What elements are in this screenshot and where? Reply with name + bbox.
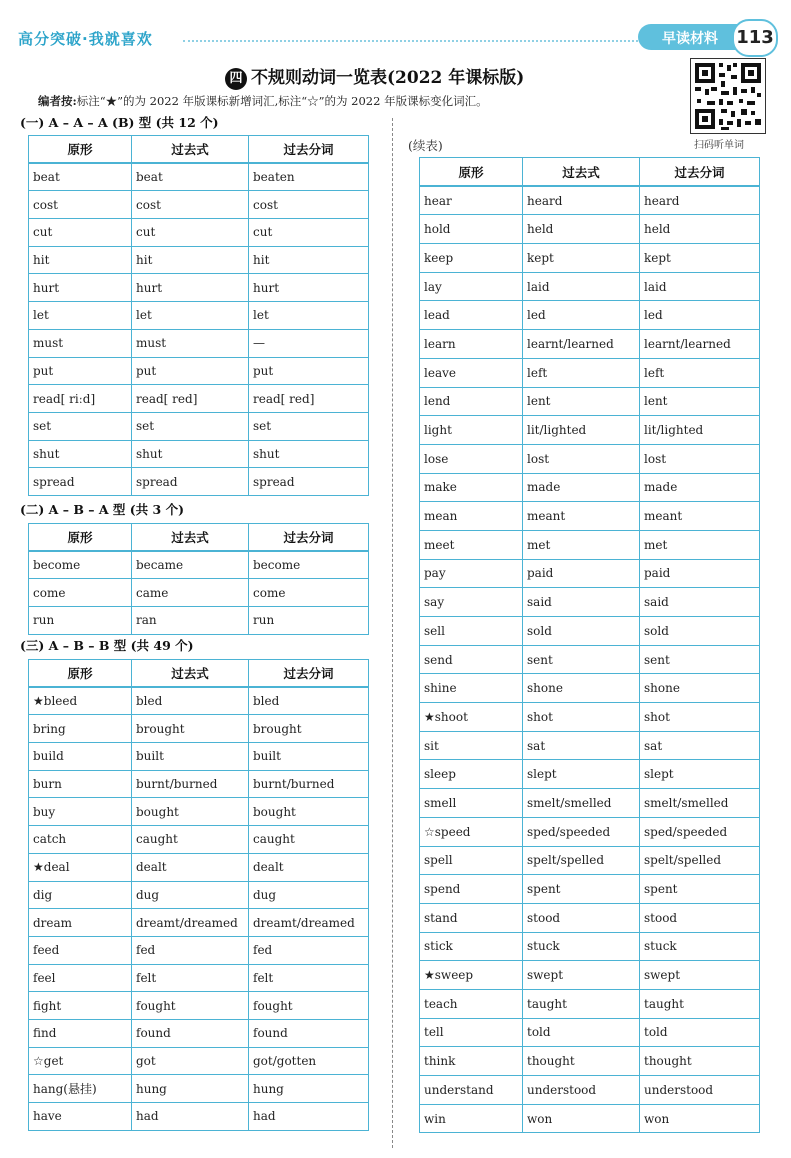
table-row: [29, 936, 369, 964]
cell-past-tense: swept: [523, 961, 640, 990]
cell-past-tense: set: [132, 412, 249, 440]
table-row: [420, 1076, 760, 1105]
cell-past-tense: let: [132, 302, 249, 330]
cell-past-tense: kept: [523, 244, 640, 273]
cell-past-participle: slept: [640, 760, 760, 789]
cell-past-participle: told: [640, 1018, 760, 1047]
table-row: [420, 588, 760, 617]
table-row: [29, 715, 369, 743]
table-row: [420, 215, 760, 244]
table-row: [420, 846, 760, 875]
cell-base-form: keep: [420, 244, 523, 273]
verb-table-abb: [28, 659, 369, 1131]
cell-base-form: set: [29, 412, 132, 440]
table-row: [420, 559, 760, 588]
table-row: [420, 932, 760, 961]
cell-base-form: hang(悬挂): [29, 1075, 132, 1103]
table-row: [420, 387, 760, 416]
table-row: [420, 674, 760, 703]
cell-past-participle: laid: [640, 272, 760, 301]
qr-code-caption: 扫码听单词: [694, 140, 744, 151]
cell-past-tense: found: [132, 1019, 249, 1047]
table-row: [29, 798, 369, 826]
editor-note-text: 标注“★”的为 2022 年版课标新增词汇,标注“☆”的为 2022 年版课标变化词汇。: [76, 94, 488, 108]
cell-past-tense: led: [523, 301, 640, 330]
cell-past-tense: met: [523, 530, 640, 559]
verb-table-aaa: [28, 135, 369, 496]
cell-base-form: stand: [420, 903, 523, 932]
column-header-base-form: 原形: [29, 136, 132, 164]
table-row: [420, 703, 760, 732]
cell-base-form: dream: [29, 909, 132, 937]
column-divider: [392, 118, 393, 1148]
cell-past-participle: bled: [249, 687, 369, 715]
cell-past-participle: got/gotten: [249, 1047, 369, 1075]
table-row: [29, 163, 369, 191]
cell-past-tense: ran: [132, 607, 249, 635]
cell-past-tense: dug: [132, 881, 249, 909]
table-header-row: [29, 660, 369, 688]
cell-past-participle: paid: [640, 559, 760, 588]
cell-base-form: feed: [29, 936, 132, 964]
section-heading-abb: (三) A – B – B 型 (共 49 个): [20, 638, 194, 653]
cell-past-participle: left: [640, 358, 760, 387]
column-header-past-participle: 过去分词: [640, 158, 760, 187]
cell-past-participle: shone: [640, 674, 760, 703]
table-row: [420, 817, 760, 846]
cell-past-participle: fed: [249, 936, 369, 964]
cell-base-form: buy: [29, 798, 132, 826]
cell-base-form: hit: [29, 246, 132, 274]
cell-base-form: burn: [29, 770, 132, 798]
cell-past-tense: stood: [523, 903, 640, 932]
cell-past-tense: won: [523, 1104, 640, 1133]
cell-past-participle: beaten: [249, 163, 369, 191]
cell-base-form: dig: [29, 881, 132, 909]
cell-past-tense: sped/speeded: [523, 817, 640, 846]
table-row: [29, 412, 369, 440]
table-row: [420, 1018, 760, 1047]
table-row: [420, 530, 760, 559]
cell-past-participle: smelt/smelled: [640, 789, 760, 818]
table-row: [420, 272, 760, 301]
table-row: [29, 826, 369, 854]
cell-past-tense: lost: [523, 444, 640, 473]
cell-past-participle: run: [249, 607, 369, 635]
cell-past-tense: bled: [132, 687, 249, 715]
table-header-row: [29, 136, 369, 164]
cell-past-participle: said: [640, 588, 760, 617]
cell-past-tense: smelt/smelled: [523, 789, 640, 818]
column-header-past-participle: 过去分词: [249, 136, 369, 164]
cell-past-tense: shot: [523, 703, 640, 732]
cell-past-participle: won: [640, 1104, 760, 1133]
cell-past-tense: put: [132, 357, 249, 385]
cell-past-participle: lent: [640, 387, 760, 416]
cell-base-form: mean: [420, 502, 523, 531]
cell-past-tense: got: [132, 1047, 249, 1075]
cell-past-tense: lent: [523, 387, 640, 416]
table-row: [420, 760, 760, 789]
cell-past-tense: spent: [523, 875, 640, 904]
column-header-past-tense: 过去式: [132, 136, 249, 164]
table-row: [29, 329, 369, 357]
cell-past-tense: laid: [523, 272, 640, 301]
cell-past-tense: meant: [523, 502, 640, 531]
qr-code-icon[interactable]: [690, 58, 766, 134]
cell-base-form: come: [29, 579, 132, 607]
cell-past-participle: hung: [249, 1075, 369, 1103]
cell-past-tense: thought: [523, 1047, 640, 1076]
cell-past-participle: shut: [249, 440, 369, 468]
cell-base-form: build: [29, 743, 132, 771]
cell-past-tense: had: [132, 1103, 249, 1131]
cell-base-form: pay: [420, 559, 523, 588]
cell-base-form: read[ riːd]: [29, 385, 132, 413]
cell-past-tense: left: [523, 358, 640, 387]
table-row: [29, 607, 369, 635]
cell-base-form: win: [420, 1104, 523, 1133]
cell-base-form: ★bleed: [29, 687, 132, 715]
cell-past-participle: lit/lighted: [640, 416, 760, 445]
book-series-title: 高分突破·我就喜欢: [18, 30, 153, 48]
cell-past-tense: burnt/burned: [132, 770, 249, 798]
cell-base-form: hold: [420, 215, 523, 244]
cell-past-tense: sat: [523, 731, 640, 760]
cell-past-tense: beat: [132, 163, 249, 191]
cell-past-participle: hit: [249, 246, 369, 274]
cell-past-participle: become: [249, 551, 369, 579]
cell-base-form: beat: [29, 163, 132, 191]
cell-base-form: lend: [420, 387, 523, 416]
cell-past-participle: set: [249, 412, 369, 440]
cell-past-tense: sold: [523, 617, 640, 646]
cell-base-form: sit: [420, 731, 523, 760]
cell-past-tense: held: [523, 215, 640, 244]
table-row: [420, 473, 760, 502]
cell-past-tense: came: [132, 579, 249, 607]
cell-base-form: teach: [420, 989, 523, 1018]
cell-base-form: put: [29, 357, 132, 385]
cell-past-tense: fed: [132, 936, 249, 964]
section-heading-aaa: (一) A – A – A (B) 型 (共 12 个): [20, 115, 219, 130]
cell-past-participle: brought: [249, 715, 369, 743]
cell-base-form: ★sweep: [420, 961, 523, 990]
section-heading-aba: (二) A – B – A 型 (共 3 个): [20, 502, 184, 517]
cell-base-form: tell: [420, 1018, 523, 1047]
cell-past-tense: stuck: [523, 932, 640, 961]
cell-past-participle: cut: [249, 219, 369, 247]
cell-base-form: smell: [420, 789, 523, 818]
cell-base-form: have: [29, 1103, 132, 1131]
cell-past-participle: had: [249, 1103, 369, 1131]
table-row: [420, 645, 760, 674]
table-row: [29, 1019, 369, 1047]
section-badge: 四: [225, 68, 247, 90]
cell-past-tense: spelt/spelled: [523, 846, 640, 875]
cell-past-participle: come: [249, 579, 369, 607]
cell-past-tense: must: [132, 329, 249, 357]
continued-label: (续表): [408, 138, 443, 153]
table-row: [29, 909, 369, 937]
cell-past-participle: made: [640, 473, 760, 502]
table-row: [29, 687, 369, 715]
cell-base-form: catch: [29, 826, 132, 854]
cell-past-tense: caught: [132, 826, 249, 854]
table-row: [420, 1047, 760, 1076]
table-row: [29, 579, 369, 607]
cell-past-participle: burnt/burned: [249, 770, 369, 798]
cell-past-participle: spread: [249, 468, 369, 496]
column-header-base-form: 原形: [29, 524, 132, 552]
cell-past-tense: learnt/learned: [523, 330, 640, 359]
table-row: [29, 1047, 369, 1075]
cell-base-form: bring: [29, 715, 132, 743]
column-header-base-form: 原形: [420, 158, 523, 187]
cell-past-tense: told: [523, 1018, 640, 1047]
cell-base-form: spell: [420, 846, 523, 875]
cell-past-participle: heard: [640, 186, 760, 215]
cell-base-form: run: [29, 607, 132, 635]
cell-past-participle: let: [249, 302, 369, 330]
table-row: [29, 246, 369, 274]
cell-base-form: sleep: [420, 760, 523, 789]
table-row: [29, 743, 369, 771]
cell-base-form: spread: [29, 468, 132, 496]
editor-note: [38, 93, 488, 109]
cell-past-participle: read[ red]: [249, 385, 369, 413]
cell-past-participle: stood: [640, 903, 760, 932]
cell-past-tense: lit/lighted: [523, 416, 640, 445]
table-row: [29, 1075, 369, 1103]
column-header-past-participle: 过去分词: [249, 660, 369, 688]
editor-note-label: 编者按:: [38, 94, 77, 108]
column-header-past-tense: 过去式: [523, 158, 640, 187]
cell-base-form: ☆speed: [420, 817, 523, 846]
cell-base-form: spend: [420, 875, 523, 904]
cell-past-participle: sped/speeded: [640, 817, 760, 846]
cell-past-tense: hung: [132, 1075, 249, 1103]
table-row: [420, 301, 760, 330]
cell-past-participle: hurt: [249, 274, 369, 302]
cell-past-tense: spread: [132, 468, 249, 496]
cell-past-participle: —: [249, 329, 369, 357]
cell-base-form: understand: [420, 1076, 523, 1105]
cell-past-participle: understood: [640, 1076, 760, 1105]
table-row: [29, 853, 369, 881]
table-row: [420, 244, 760, 273]
cell-past-tense: built: [132, 743, 249, 771]
cell-past-participle: kept: [640, 244, 760, 273]
cell-past-tense: paid: [523, 559, 640, 588]
cell-base-form: sell: [420, 617, 523, 646]
table-header-row: [420, 158, 760, 187]
cell-base-form: make: [420, 473, 523, 502]
table-row: [29, 219, 369, 247]
cell-past-participle: sold: [640, 617, 760, 646]
cell-past-tense: brought: [132, 715, 249, 743]
table-row: [420, 416, 760, 445]
verb-table-aba: [28, 523, 369, 635]
page-title-text: 不规则动词一览表(2022 年课标版): [251, 68, 525, 88]
table-row: [29, 1103, 369, 1131]
cell-past-tense: hurt: [132, 274, 249, 302]
header-tab-label: 早读材料: [662, 31, 718, 47]
cell-past-participle: built: [249, 743, 369, 771]
column-header-past-tense: 过去式: [132, 660, 249, 688]
cell-base-form: hear: [420, 186, 523, 215]
cell-base-form: lay: [420, 272, 523, 301]
cell-past-participle: lost: [640, 444, 760, 473]
table-row: [29, 191, 369, 219]
cell-base-form: fight: [29, 992, 132, 1020]
cell-base-form: lead: [420, 301, 523, 330]
table-row: [29, 440, 369, 468]
cell-base-form: cost: [29, 191, 132, 219]
table-row: [29, 302, 369, 330]
cell-past-tense: hit: [132, 246, 249, 274]
cell-past-tense: fought: [132, 992, 249, 1020]
cell-base-form: shut: [29, 440, 132, 468]
cell-base-form: must: [29, 329, 132, 357]
cell-base-form: ☆get: [29, 1047, 132, 1075]
cell-base-form: ★shoot: [420, 703, 523, 732]
table-row: [29, 964, 369, 992]
table-row: [29, 274, 369, 302]
cell-past-participle: spelt/spelled: [640, 846, 760, 875]
cell-past-participle: cost: [249, 191, 369, 219]
cell-past-participle: dealt: [249, 853, 369, 881]
cell-past-tense: taught: [523, 989, 640, 1018]
cell-base-form: light: [420, 416, 523, 445]
cell-past-participle: caught: [249, 826, 369, 854]
cell-past-participle: found: [249, 1019, 369, 1047]
cell-past-tense: understood: [523, 1076, 640, 1105]
cell-past-participle: put: [249, 357, 369, 385]
cell-past-tense: cost: [132, 191, 249, 219]
table-row: [420, 502, 760, 531]
cell-past-participle: meant: [640, 502, 760, 531]
cell-past-tense: slept: [523, 760, 640, 789]
cell-past-participle: led: [640, 301, 760, 330]
cell-past-tense: cut: [132, 219, 249, 247]
table-row: [29, 992, 369, 1020]
cell-base-form: become: [29, 551, 132, 579]
table-row: [29, 551, 369, 579]
cell-base-form: ★deal: [29, 853, 132, 881]
table-row: [420, 330, 760, 359]
cell-past-participle: taught: [640, 989, 760, 1018]
cell-past-tense: read[ red]: [132, 385, 249, 413]
cell-past-tense: felt: [132, 964, 249, 992]
cell-past-participle: sat: [640, 731, 760, 760]
cell-base-form: leave: [420, 358, 523, 387]
page-title: [225, 63, 524, 90]
cell-past-tense: became: [132, 551, 249, 579]
table-row: [420, 617, 760, 646]
cell-base-form: think: [420, 1047, 523, 1076]
cell-past-participle: stuck: [640, 932, 760, 961]
column-header-past-tense: 过去式: [132, 524, 249, 552]
cell-base-form: hurt: [29, 274, 132, 302]
cell-base-form: find: [29, 1019, 132, 1047]
cell-past-tense: shut: [132, 440, 249, 468]
cell-past-participle: shot: [640, 703, 760, 732]
table-row: [420, 789, 760, 818]
table-row: [420, 444, 760, 473]
cell-past-participle: fought: [249, 992, 369, 1020]
cell-base-form: lose: [420, 444, 523, 473]
cell-past-participle: felt: [249, 964, 369, 992]
cell-past-participle: sent: [640, 645, 760, 674]
table-row: [420, 358, 760, 387]
cell-past-tense: made: [523, 473, 640, 502]
table-row: [29, 770, 369, 798]
cell-past-tense: sent: [523, 645, 640, 674]
verb-table-abb-continued: [419, 157, 760, 1133]
cell-past-participle: thought: [640, 1047, 760, 1076]
table-row: [420, 989, 760, 1018]
cell-past-tense: dealt: [132, 853, 249, 881]
cell-past-tense: heard: [523, 186, 640, 215]
cell-past-tense: shone: [523, 674, 640, 703]
cell-base-form: feel: [29, 964, 132, 992]
cell-base-form: say: [420, 588, 523, 617]
cell-past-participle: dreamt/dreamed: [249, 909, 369, 937]
cell-past-participle: met: [640, 530, 760, 559]
cell-past-participle: swept: [640, 961, 760, 990]
table-row: [420, 186, 760, 215]
cell-past-participle: bought: [249, 798, 369, 826]
table-row: [420, 903, 760, 932]
header-rule: [183, 40, 638, 42]
table-row: [29, 468, 369, 496]
page-number: 113: [732, 19, 778, 57]
cell-past-participle: learnt/learned: [640, 330, 760, 359]
table-row: [29, 357, 369, 385]
column-header-past-participle: 过去分词: [249, 524, 369, 552]
cell-past-participle: held: [640, 215, 760, 244]
column-header-base-form: 原形: [29, 660, 132, 688]
cell-base-form: cut: [29, 219, 132, 247]
cell-past-tense: said: [523, 588, 640, 617]
cell-base-form: let: [29, 302, 132, 330]
cell-base-form: stick: [420, 932, 523, 961]
qr-code-graphic: [691, 59, 765, 133]
table-row: [420, 731, 760, 760]
table-row: [420, 875, 760, 904]
table-row: [420, 961, 760, 990]
table-header-row: [29, 524, 369, 552]
cell-base-form: meet: [420, 530, 523, 559]
cell-base-form: shine: [420, 674, 523, 703]
cell-past-tense: bought: [132, 798, 249, 826]
cell-past-participle: spent: [640, 875, 760, 904]
cell-past-tense: dreamt/dreamed: [132, 909, 249, 937]
cell-base-form: learn: [420, 330, 523, 359]
table-row: [420, 1104, 760, 1133]
cell-past-participle: dug: [249, 881, 369, 909]
table-row: [29, 881, 369, 909]
table-row: [29, 385, 369, 413]
cell-base-form: send: [420, 645, 523, 674]
